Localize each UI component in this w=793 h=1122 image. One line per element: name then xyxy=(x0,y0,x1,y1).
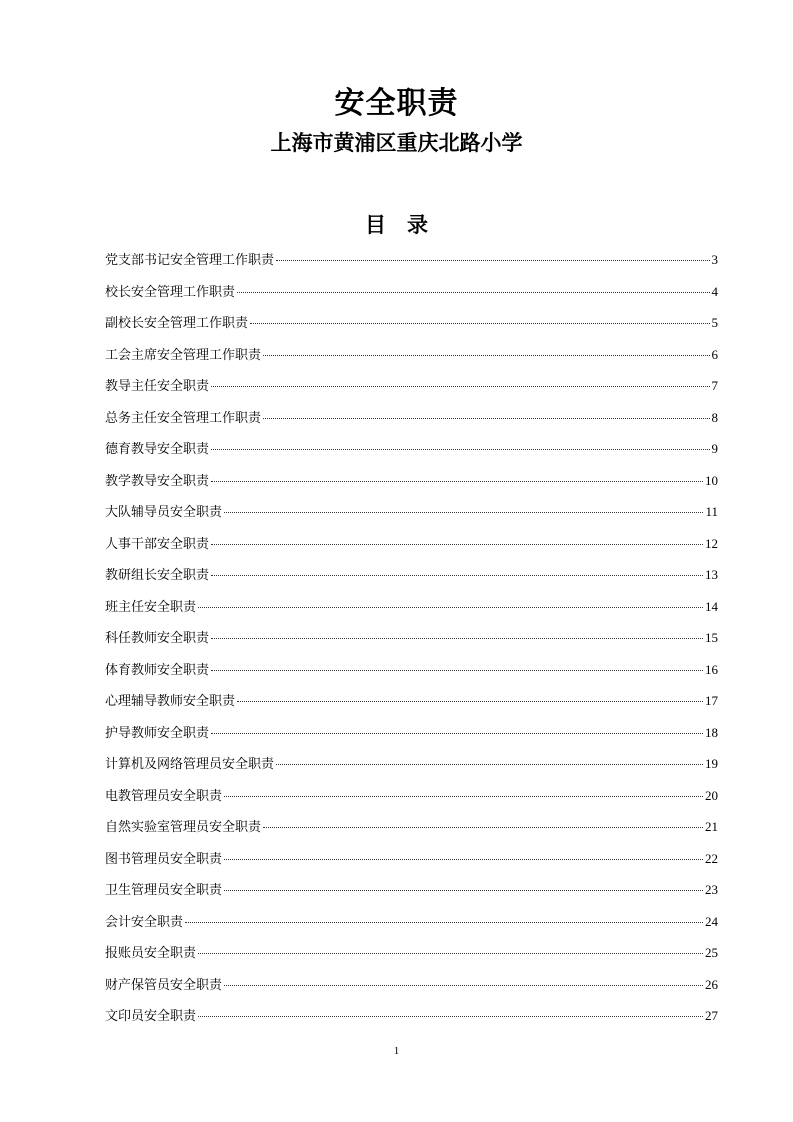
toc-entry-page: 20 xyxy=(705,787,718,803)
toc-dot-leader xyxy=(263,418,709,419)
toc-entry[interactable] xyxy=(105,660,718,692)
toc-entry-label: 总务主任安全管理工作职责 xyxy=(105,410,262,426)
toc-entry-page: 17 xyxy=(705,693,718,708)
toc-entry-label: 班主任安全职责 xyxy=(105,599,197,615)
toc-dot-leader xyxy=(198,607,703,608)
toc-dot-leader xyxy=(237,701,703,702)
toc-entry-page: 18 xyxy=(705,724,718,740)
toc-entry-label: 护导教师安全职责 xyxy=(105,725,210,741)
toc-entry-label: 自然实验室管理员安全职责 xyxy=(105,820,262,835)
toc-entry[interactable] xyxy=(105,786,718,818)
toc-entry-page: 27 xyxy=(705,1008,718,1023)
toc-entry-page: 14 xyxy=(705,598,718,614)
toc-dot-leader xyxy=(211,481,703,482)
toc-entry[interactable] xyxy=(105,628,718,660)
toc-entry-label: 德育教导安全职责 xyxy=(105,442,210,457)
toc-dot-leader xyxy=(198,953,703,954)
toc-entry[interactable] xyxy=(105,597,718,629)
toc-entry-label: 电教管理员安全职责 xyxy=(105,788,223,804)
toc-dot-leader xyxy=(224,512,703,513)
toc-dot-leader xyxy=(211,575,703,576)
table-of-contents xyxy=(105,250,718,1038)
toc-dot-leader xyxy=(211,449,709,450)
toc-entry-label: 会计安全职责 xyxy=(105,914,184,930)
toc-entry-page: 5 xyxy=(711,315,718,330)
toc-entry[interactable] xyxy=(105,408,718,440)
toc-entry-page: 6 xyxy=(711,346,718,362)
page-number: 1 xyxy=(393,1045,400,1057)
toc-entry-page: 21 xyxy=(705,819,718,834)
toc-entry[interactable] xyxy=(105,691,718,723)
toc-entry[interactable] xyxy=(105,723,718,755)
toc-dot-leader xyxy=(211,670,703,671)
toc-entry-label: 教学教导安全职责 xyxy=(105,473,210,489)
toc-entry-label: 大队辅导员安全职责 xyxy=(105,505,223,520)
toc-entry[interactable] xyxy=(105,345,718,377)
toc-entry[interactable] xyxy=(105,817,718,849)
toc-dot-leader xyxy=(224,859,703,860)
toc-entry[interactable] xyxy=(105,912,718,944)
toc-entry[interactable] xyxy=(105,471,718,503)
toc-entry-page: 9 xyxy=(711,441,718,456)
toc-dot-leader xyxy=(211,386,709,387)
toc-entry[interactable] xyxy=(105,849,718,881)
toc-dot-leader xyxy=(211,638,703,639)
toc-dot-leader xyxy=(276,260,709,261)
toc-dot-leader xyxy=(211,733,703,734)
toc-entry[interactable] xyxy=(105,250,718,282)
toc-entry-page: 24 xyxy=(705,913,718,929)
toc-heading: 目 录 xyxy=(365,213,428,237)
toc-dot-leader xyxy=(263,355,709,356)
toc-entry[interactable] xyxy=(105,502,718,534)
toc-entry-label: 校长安全管理工作职责 xyxy=(105,284,236,300)
toc-dot-leader xyxy=(224,985,703,986)
toc-entry[interactable] xyxy=(105,534,718,566)
toc-entry-label: 教研组长安全职责 xyxy=(105,568,210,583)
toc-entry[interactable] xyxy=(105,376,718,408)
toc-dot-leader xyxy=(198,1016,703,1017)
toc-entry-label: 体育教师安全职责 xyxy=(105,662,210,678)
document-title: 安全职责 xyxy=(334,86,459,121)
toc-entry[interactable] xyxy=(105,282,718,314)
toc-entry-label: 报账员安全职责 xyxy=(105,946,197,961)
toc-entry-page: 16 xyxy=(705,661,718,677)
toc-dot-leader xyxy=(185,922,703,923)
toc-entry[interactable] xyxy=(105,313,718,345)
toc-dot-leader xyxy=(263,827,703,828)
toc-entry-label: 财产保管员安全职责 xyxy=(105,977,223,993)
toc-entry[interactable] xyxy=(105,565,718,597)
toc-entry-page: 19 xyxy=(705,756,718,771)
toc-entry-label: 计算机及网络管理员安全职责 xyxy=(105,757,275,772)
toc-entry-page: 15 xyxy=(705,630,718,645)
toc-entry-page: 4 xyxy=(711,283,718,299)
toc-entry-page: 10 xyxy=(705,472,718,488)
toc-dot-leader xyxy=(211,544,703,545)
toc-entry[interactable] xyxy=(105,1006,718,1038)
toc-dot-leader xyxy=(224,796,703,797)
toc-entry[interactable] xyxy=(105,754,718,786)
toc-entry-label: 人事干部安全职责 xyxy=(105,536,210,552)
toc-entry-label: 文印员安全职责 xyxy=(105,1009,197,1024)
toc-entry-label: 图书管理员安全职责 xyxy=(105,851,223,867)
toc-entry-label: 教导主任安全职责 xyxy=(105,379,210,394)
toc-entry[interactable] xyxy=(105,943,718,975)
toc-dot-leader xyxy=(276,764,703,765)
toc-entry-label: 心理辅导教师安全职责 xyxy=(105,694,236,709)
toc-entry-page: 3 xyxy=(711,252,718,267)
toc-entry[interactable] xyxy=(105,439,718,471)
toc-entry-page: 7 xyxy=(711,378,718,393)
toc-entry-page: 25 xyxy=(705,945,718,960)
toc-entry[interactable] xyxy=(105,975,718,1007)
toc-entry-page: 23 xyxy=(705,882,718,897)
toc-entry-label: 副校长安全管理工作职责 xyxy=(105,316,249,331)
toc-entry-label: 党支部书记安全管理工作职责 xyxy=(105,253,275,268)
toc-entry-page: 13 xyxy=(705,567,718,582)
toc-entry-page: 8 xyxy=(711,409,718,425)
toc-entry-page: 12 xyxy=(705,535,718,551)
toc-entry-page: 26 xyxy=(705,976,718,992)
toc-entry-label: 工会主席安全管理工作职责 xyxy=(105,347,262,363)
toc-entry-page: 11 xyxy=(705,504,718,519)
toc-entry-page: 22 xyxy=(705,850,718,866)
toc-dot-leader xyxy=(250,323,709,324)
toc-entry[interactable] xyxy=(105,880,718,912)
toc-dot-leader xyxy=(224,890,703,891)
toc-entry-label: 卫生管理员安全职责 xyxy=(105,883,223,898)
toc-dot-leader xyxy=(237,292,709,293)
toc-entry-label: 科任教师安全职责 xyxy=(105,631,210,646)
school-name: 上海市黄浦区重庆北路小学 xyxy=(270,131,523,155)
